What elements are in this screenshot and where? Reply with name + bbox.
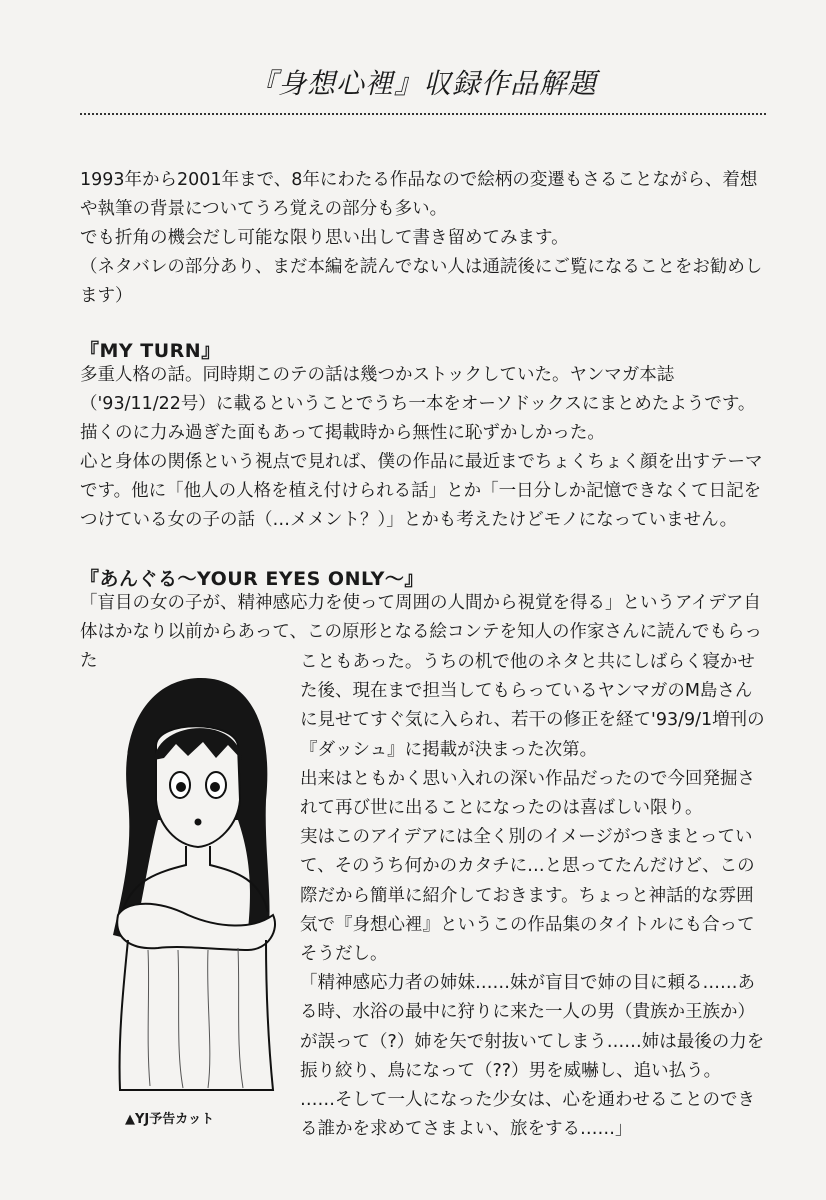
body-paragraph: 心と身体の関係という視点で見れば、僕の作品に最近までちょくちょく顔を出すテーマです。他に「他人の人格を植え付けられる話」とか「一日分しか記憶できなくて日記をつけている女の子の話（…メメント？）」とかも考えたけどモノになっていません。 <box>80 452 763 530</box>
title-divider <box>80 113 766 115</box>
intro-text <box>80 166 766 311</box>
body-paragraph: 「盲目の女の子が、精神感応力を使って周囲の人間から視覚を得る」というアイデア自体はかなり以前からあって、この原形となる絵コンテを知人の作家さんに読んでもらった <box>80 593 762 671</box>
mouth <box>195 819 202 826</box>
intro-paragraph: 1993年から2001年まで、8年にわたる作品なので絵柄の変遷もさることながら、着想や執筆の背景についてうろ覚えの部分も多い。 <box>80 170 758 219</box>
page-title: 『身想心裡』収録作品解題 <box>248 67 597 100</box>
body-paragraph: 実はこのアイデアには全く別のイメージがつきまとっていて、そのうち何かのカタチに…と思ってたんだけど、この際だから簡単に紹介しておきます。ちょっと神話的な雰囲気で『身想心裡』というこの作品集のタイトルにも合ってそうだし。 <box>300 827 755 965</box>
girl-illustration <box>88 650 298 1100</box>
right-pupil <box>210 782 220 792</box>
body-paragraph: 多重人格の話。同時期このテの話は幾つかストックしていた。ヤンマガ本誌（'93/11/22号）に載るということでうち一本をオーソドックスにまとめたようです。描くのに力み過ぎた面もあって掲載時から無性に恥ずかしかった。 <box>80 365 756 443</box>
section-body-angle <box>300 648 768 1144</box>
body-paragraph: ……そして一人になった少女は、心を通わせることのできる誰かを求めてさまよい、旅をする……」 <box>300 1090 755 1140</box>
left-pupil <box>176 782 186 792</box>
intro-paragraph: でも折角の機会だし可能な限り思い出して書き留めてみます。 <box>80 228 569 248</box>
cloth-outline <box>120 940 273 1090</box>
body-paragraph: 出来はともかく思い入れの深い作品だったので今回発掘されて再び世に出ることになったのは喜ばしい限り。 <box>300 768 755 819</box>
section-heading-angle: 『あんぐる〜YOUR EYES ONLY〜』 <box>80 568 424 590</box>
body-paragraph: こともあった。うちの机で他のネタと共にしばらく寝かせた後、現在まで担当してもらっているヤンマガのM島さんに見せてすぐ気に入られ、若干の修正を経て'93/9/1増刊の『ダッシュ』に掲載が決まった次第。 <box>300 652 765 760</box>
section-body-my-turn <box>80 361 766 535</box>
body-paragraph: 「精神感応力者の姉妹……妹が盲目で姉の目に頼る……ある時、水浴の最中に狩りに来た一人の男（貴族か王族か）が誤って（?）姉を矢で射抜いてしまう……姉は最後の力を振り絞り、鳥になって（??）男を威嚇し、追い払う。 <box>300 973 765 1081</box>
section-heading-my-turn: 『MY TURN』 <box>80 340 221 362</box>
cloth-folds <box>148 948 243 1088</box>
intro-paragraph: （ネタバレの部分あり、まだ本編を読んでない人は通読後にご覧になることをお勧めします） <box>80 257 763 306</box>
illustration-caption: ▲YJ予告カット <box>125 1112 215 1127</box>
